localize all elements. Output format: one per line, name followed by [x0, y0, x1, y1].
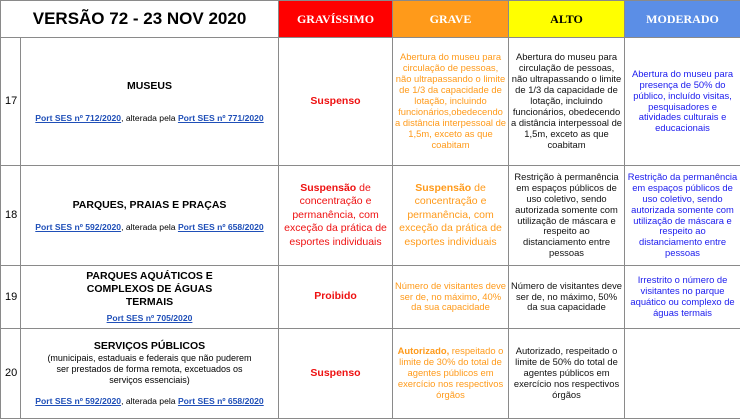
- ordinance-connector: , alterada pela: [121, 222, 178, 232]
- moderado-cell: Restrição da permanência em espaços públicos de uso coletivo, sendo autorizada somente com utilização de máscara e respeito ao distanciamento entre pessoas: [625, 166, 740, 266]
- ordinance-link[interactable]: Port SES nº 592/2020: [35, 396, 121, 406]
- activity-name: SERVIÇOS PÚBLICOS: [23, 340, 276, 353]
- grave-detail: respeitado o limite de 30% do total de agentes públicos em exercício nos respectivos órgãos: [398, 345, 504, 400]
- gravissimo-cell: [279, 38, 393, 166]
- table-row: [1, 38, 740, 166]
- level-header-grave: GRAVE: [393, 1, 509, 38]
- header-row: [1, 1, 740, 38]
- alto-cell: Número de visitantes deve ser de, no máximo, 50% da sua capacidade: [509, 266, 625, 329]
- row-number: 17: [1, 38, 21, 166]
- grave-text: Suspensão: [415, 182, 471, 194]
- grave-cell: Número de visitantes deve ser de, no máximo, 40% da sua capacidade: [393, 266, 509, 329]
- ordinance-link[interactable]: Port SES nº 658/2020: [178, 396, 264, 406]
- ordinance-link[interactable]: Port SES nº 712/2020: [35, 113, 121, 123]
- ordinance-link[interactable]: Port SES nº 592/2020: [35, 222, 121, 232]
- ordinance-connector: , alterada pela: [121, 396, 178, 406]
- legal-reference: [23, 313, 276, 324]
- moderado-cell: Abertura do museu para presença de 50% do público, incluído visitas, pesquisadores e atividades culturais e educacionais: [625, 38, 740, 166]
- ordinance-link[interactable]: Port SES nº 705/2020: [107, 313, 193, 323]
- ordinance-link[interactable]: Port SES nº 658/2020: [178, 222, 264, 232]
- gravissimo-cell: [279, 166, 393, 266]
- row-number: 18: [1, 166, 21, 266]
- grave-cell: [393, 329, 509, 419]
- version-title: VERSÃO 72 - 23 NOV 2020: [1, 1, 279, 38]
- level-header-gravissimo: GRAVÍSSIMO: [279, 1, 393, 38]
- legal-reference: [23, 113, 276, 124]
- grave-cell: Abertura do museu para circulação de pessoas, não ultrapassando o limite de 1/3 da capacidade de lotação, incluindo funcionários,obedecendo a distância interpessoal de 1,5m, exceto as que coabitam: [393, 38, 509, 166]
- ordinance-link[interactable]: Port SES nº 771/2020: [178, 113, 264, 123]
- alto-cell: Restrição à permanência em espaços públicos de uso coletivo, sendo autorizada somente com utilização de máscara e respeito ao distanciamento entre pessoas: [509, 166, 625, 266]
- alto-cell: Abertura do museu para circulação de pessoas, não ultrapassando o limite de 1/3 da capacidade de lotação, incluindo funcionários, obedecendo a distância interpessoal de 1,5m, exceto as que coabitam: [509, 38, 625, 166]
- legal-reference: [23, 222, 276, 233]
- row-number: 20: [1, 329, 21, 419]
- level-header-alto: ALTO: [509, 1, 625, 38]
- gravissimo-text: Proibido: [314, 290, 357, 302]
- legal-reference: [23, 396, 276, 407]
- gravissimo-text: Suspenso: [310, 367, 360, 379]
- activity-name: PARQUES, PRAIAS E PRAÇAS: [23, 199, 276, 212]
- table-row: [1, 166, 740, 266]
- alto-cell: Autorizado, respeitado o limite de 50% do total de agentes públicos em exercício nos respectivos órgãos: [509, 329, 625, 419]
- activity-cell: [21, 266, 279, 329]
- grave-text: Autorizado,: [398, 345, 450, 356]
- table-row: [1, 266, 740, 329]
- grave-detail: de concentração e permanência, com exceção da prática de esportes individuais: [399, 182, 502, 248]
- ordinance-connector: , alterada pela: [121, 113, 178, 123]
- moderado-cell: Irrestrito o número de visitantes no parque aquático ou complexo de águas termais: [625, 266, 740, 329]
- level-header-moderado: MODERADO: [625, 1, 740, 38]
- activity-cell: [21, 329, 279, 419]
- activity-name: MUSEUS: [23, 80, 276, 93]
- row-number: 19: [1, 266, 21, 329]
- gravissimo-text: Suspenso: [310, 95, 360, 107]
- moderado-cell: [625, 329, 740, 419]
- activity-cell: [21, 38, 279, 166]
- gravissimo-detail: de concentração e permanência, com exceção da prática de esportes individuais: [284, 182, 387, 248]
- activity-subtitle: (municipais, estaduais e federais que não puderem ser prestados de forma remota, excetuados os serviços essenciais): [23, 353, 276, 386]
- grave-cell: [393, 166, 509, 266]
- activity-cell: [21, 166, 279, 266]
- gravissimo-cell: [279, 266, 393, 329]
- table-row: [1, 329, 740, 419]
- activity-name: PARQUES AQUÁTICOS E COMPLEXOS DE ÁGUAS TERMAIS: [23, 270, 276, 309]
- gravissimo-text: Suspensão: [300, 182, 356, 194]
- gravissimo-cell: [279, 329, 393, 419]
